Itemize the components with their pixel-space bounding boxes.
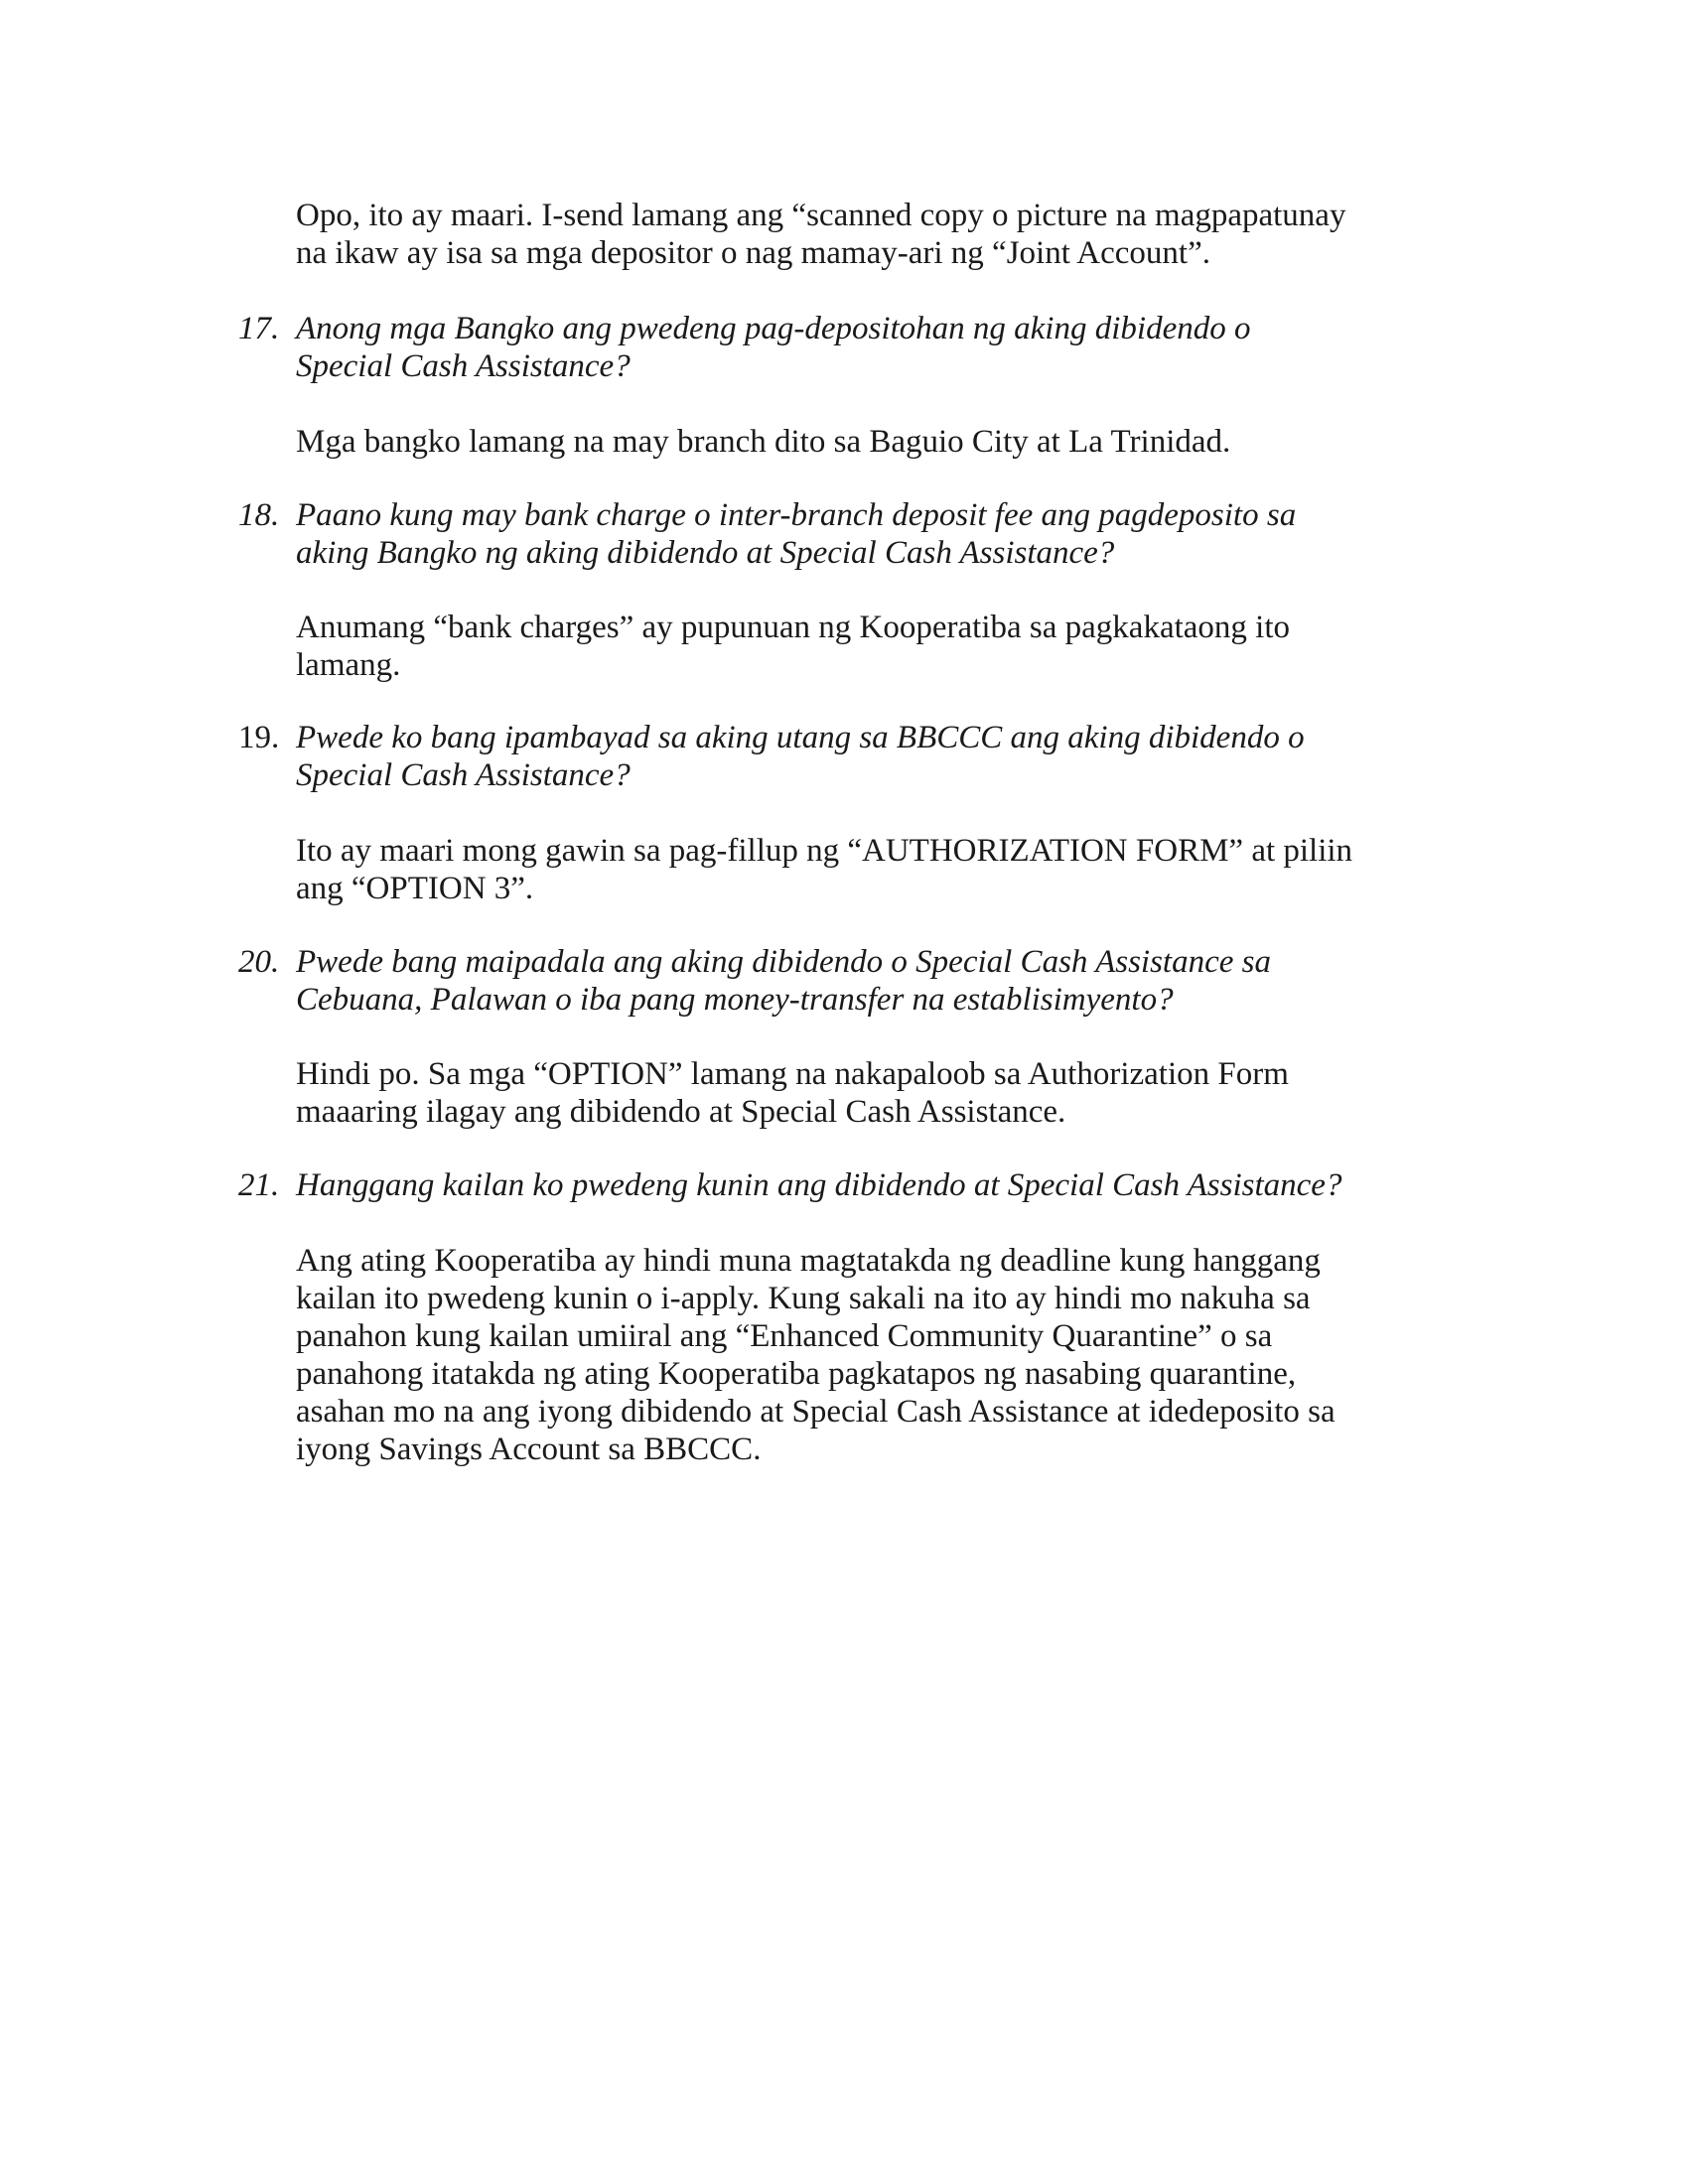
faq-answer-20 (296, 1055, 1487, 1131)
answer-line: Ito ay maari mong gawin sa pag-fillup ng “AUTHORIZATION FORM” at piliin (296, 833, 1353, 869)
question-line: Special Cash Assistance? (296, 348, 631, 384)
question-number: 17. (238, 311, 280, 346)
faq-question-19 (238, 719, 1489, 794)
answer-line: iyong Savings Account sa BBCCC. (296, 1432, 762, 1467)
answer-line: Anumang “bank charges” ay pupunuan ng Kooperatiba sa pagkakataong ito (296, 610, 1290, 645)
question-line: Pwede ko bang ipambayad sa aking utang sa BBCCC ang aking dibidendo o (296, 720, 1305, 755)
faq-question-21 (238, 1166, 1489, 1204)
answer-line: lamang. (296, 647, 401, 683)
faq-question-20 (238, 943, 1489, 1019)
question-line: aking Bangko ng aking dibidendo at Special Cash Assistance? (296, 535, 1115, 571)
answer-line: maaaring ilagay ang dibidendo at Special Cash Assistance. (296, 1094, 1066, 1130)
answer-line: asahan mo na ang iyong dibidendo at Special Cash Assistance at idedeposito sa (296, 1394, 1336, 1430)
question-line: Anong mga Bangko ang pwedeng pag-depositohan ng aking dibidendo o (296, 311, 1251, 346)
question-line: Cebuana, Palawan o iba pang money-transfer na establisimyento? (296, 982, 1174, 1018)
question-line: Pwede bang maipadala ang aking dibidendo o Special Cash Assistance sa (296, 944, 1271, 980)
answer-line: panahong itatakda ng ating Kooperatiba pagkatapos ng nasabing quarantine, (296, 1356, 1297, 1392)
faq-question-17 (238, 310, 1489, 385)
question-number: 20. (238, 944, 280, 980)
answer-line: na ikaw ay isa sa mga depositor o nag mamay-ari ng “Joint Account”. (296, 235, 1210, 271)
faq-question-18 (238, 496, 1489, 572)
question-line: Hanggang kailan ko pwedeng kunin ang dibidendo at Special Cash Assistance? (296, 1167, 1342, 1203)
answer-line: Ang ating Kooperatiba ay hindi muna magtatakda ng deadline kung hanggang (296, 1243, 1321, 1279)
question-number: 21. (238, 1167, 280, 1203)
answer-line: Hindi po. Sa mga “OPTION” lamang na nakapaloob sa Authorization Form (296, 1056, 1289, 1092)
question-line: Special Cash Assistance? (296, 757, 631, 793)
faq-answer-18 (296, 609, 1487, 684)
intro-answer (296, 197, 1487, 272)
answer-line: Opo, ito ay maari. I-send lamang ang “scanned copy o picture na magpapatunay (296, 198, 1346, 233)
question-number: 19. (238, 720, 280, 755)
question-number: 18. (238, 497, 280, 533)
answer-line: panahon kung kailan umiiral ang “Enhanced Community Quarantine” o sa (296, 1318, 1273, 1354)
answer-line: Mga bangko lamang na may branch dito sa Baguio City at La Trinidad. (296, 424, 1231, 460)
answer-line: ang “OPTION 3”. (296, 871, 534, 906)
faq-answer-21 (296, 1242, 1487, 1468)
question-line: Paano kung may bank charge o inter-branch deposit fee ang pagdeposito sa (296, 497, 1297, 533)
answer-line: kailan ito pwedeng kunin o i-apply. Kung sakali na ito ay hindi mo nakuha sa (296, 1281, 1311, 1316)
faq-answer-19 (296, 832, 1487, 907)
faq-answer-17 (296, 423, 1487, 461)
